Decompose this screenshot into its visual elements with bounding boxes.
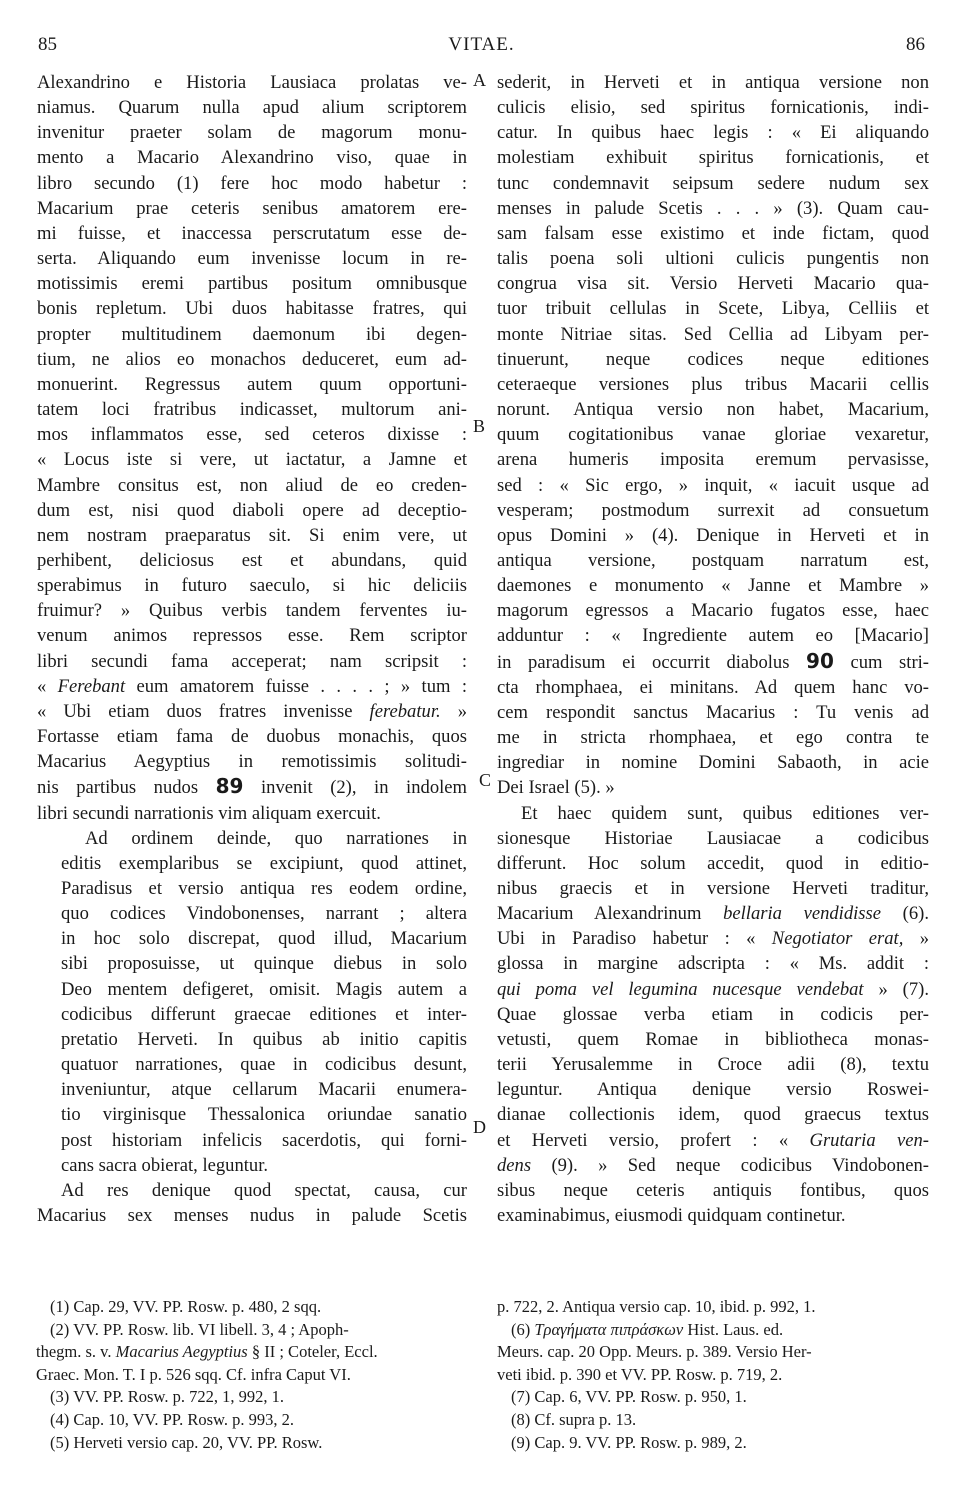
text-line: sed : « Sic ergo, » inquit, « iacuit usque ad <box>497 474 929 496</box>
text-line: qui poma vel legumina nucesque vendebat » (7). <box>497 978 929 1000</box>
text-line: mi fuisse, et inaccessa perscrutatum esse de- <box>37 222 467 244</box>
text-line: daemones e monumento « Janne et Mambre » <box>497 575 929 597</box>
text-line: editis exemplaribus se excipiunt, quod attinet, <box>61 852 467 874</box>
text-line: sibus neque ceteris antiquis fontibus, quos <box>497 1179 929 1201</box>
text-line: « Locus iste si vere, ut iactatur, a Jamne et <box>37 449 467 471</box>
text-line: menses in palude Scetis . . . » (3). Quam cau- <box>497 197 929 219</box>
text-line: antiqua versione, postquam narratum est, <box>497 549 929 571</box>
text-line: quo codices Vindobonenses, narrant ; altera <box>61 903 467 925</box>
text-line: monte Nitriae sitas. Sed Cellia ad Libyam per- <box>497 323 929 345</box>
italic-text: dens <box>497 1154 532 1176</box>
column-number: 90 <box>806 648 834 673</box>
text-line: bonis repletum. Ubi duos habitasse fratres, qui <box>37 298 467 320</box>
text-line: perhibent, deliciosus est et abundans, quid <box>37 549 467 571</box>
footnote: (6) Τραγήματα πιπράσκων Hist. Laus. ed. <box>511 1319 784 1339</box>
text-line: Alexandrino e Historia Lausiaca prolatas ve- <box>37 72 467 93</box>
text-line: tatem loci fratribus indicasset, multorum ani- <box>37 399 467 421</box>
text-line: molestiam exhibuit spiritus fornicationis, et <box>497 147 929 169</box>
text-line: libro secundo (1) fere hoc modo habetur : <box>37 172 467 194</box>
text-line: et Herveti versio, profert : « Grutaria ven- <box>497 1129 929 1151</box>
margin-marker-a: A <box>473 70 486 90</box>
footnotes-left <box>36 1296 466 1454</box>
footnote: (7) Cap. 6, VV. PP. Rosw. p. 950, 1. <box>511 1387 747 1407</box>
italic-text: Macarius Aegyptius <box>115 1342 248 1362</box>
text-line: vetusti, quem Romae in bibliotheca monas- <box>497 1028 929 1050</box>
text-line: Et haec quidem sunt, quibus editiones ver- <box>521 802 929 824</box>
running-title: VITAE. <box>448 34 515 55</box>
italic-text: ferebatur. <box>369 700 441 722</box>
text-line: catur. In quibus haec legis : « Ei aliquando <box>497 122 929 144</box>
text-line: Deo mentem defigeret, omisit. Magis autem a <box>61 978 467 1000</box>
text-line: sionesque Historiae Lausiacae a codicibus <box>497 827 929 849</box>
text-line: me in stricta rhomphaea, et ego contra te <box>497 727 929 749</box>
text-line: quum cogitationibus vanae gloriae vexaretur, <box>497 424 929 446</box>
text-line: nibus graecis et in versione Herveti traditur, <box>497 878 929 899</box>
text-line: Fortasse etiam fama de duobus monachis, quos <box>37 726 467 748</box>
text-line: libri secundi narrationis vim aliquam exercuit. <box>37 802 381 824</box>
text-line: tunc condemnavit seipsum sedere nudum sex <box>497 172 929 194</box>
text-line: dens (9). » Sed neque codicibus Vindobonen- <box>497 1154 929 1176</box>
text-line: tium, ne alios eo monachos deduceret, eum ad- <box>37 348 467 370</box>
text-line: cem respondit sanctus Macarius : Tu venis ad <box>497 701 929 723</box>
text-line: differunt. Hoc solum accedit, quod in editio- <box>497 852 929 874</box>
footnote: (1) Cap. 29, VV. PP. Rosw. p. 480, 2 sqq. <box>50 1297 322 1316</box>
text-line: tio virginisque Thessalonica oriundae sanatio <box>61 1104 467 1126</box>
text-line: propter multitudinem daemonum ibi degen- <box>37 323 467 345</box>
margin-marker-b: B <box>473 416 486 436</box>
text-line: arena humeris imposita eremum pervasisse, <box>497 449 929 471</box>
text-line: cta rhomphaea, ei minitans. Ad quem hanc vo- <box>497 676 929 698</box>
italic-text: bellaria vendidisse <box>723 903 882 925</box>
text-line: Paradisus et versio antiqua res eodem ordine, <box>61 878 467 899</box>
text-line: vesperam; postmodum surrexit ad consuetum <box>497 499 929 521</box>
text-line: libri secundi fama acceperat; nam scripsit : <box>37 650 467 672</box>
margin-marker-c: C <box>479 770 492 790</box>
footnote-continuation: veti ibid. p. 390 et VV. PP. Rosw. p. 719, 2. <box>497 1364 783 1384</box>
text-line: glossa in margine adscripta : « Ms. addit : <box>497 953 929 975</box>
text-line: inveniuntur, atque cellarum Macarii enumera- <box>61 1079 467 1101</box>
text-line: adduntur : « Ingrediente autem eo [Macario] <box>497 625 929 647</box>
text-line: sederit, in Herveti et in antiqua versione non <box>497 72 929 93</box>
text-line: tinuerunt, neque codices neque editiones <box>497 348 929 370</box>
text-line: Macarium Alexandrinum bellaria vendidisse (6). <box>497 903 929 925</box>
italic-text: qui poma vel legumina nucesque vendebat <box>497 978 864 1000</box>
text-line: culicis elisio, sed spiritus fornicationis, indi- <box>497 97 929 119</box>
text-line: examinabimus, eiusmodi quidquam continetur. <box>497 1205 846 1227</box>
text-line: « Ferebant eum amatorem fuisse . . . . ; » tum : <box>37 675 468 697</box>
column-number: 89 <box>215 774 244 799</box>
text-line: talis poena soli ultioni culicis pungentis non <box>497 248 929 270</box>
italic-text: Grutaria ven- <box>809 1129 929 1151</box>
text-line: serta. Aliquando eum invenisse locum in re- <box>37 248 467 270</box>
margin-marker-d: D <box>473 1117 486 1137</box>
paragraph <box>37 1178 467 1228</box>
footnote: (4) Cap. 10, VV. PP. Rosw. p. 993, 2. <box>50 1409 295 1429</box>
italic-text: Negotiator erat, <box>771 928 904 950</box>
text-line: terii Yerusalemme in Croce adii (8), textu <box>497 1054 929 1076</box>
footnote: (3) VV. PP. Rosw. p. 722, 1, 992, 1. <box>50 1387 284 1407</box>
text-line: dianae collectionis idem, quod graecus textus <box>497 1104 929 1126</box>
left-column <box>37 70 467 1228</box>
footnote: (9) Cap. 9. VV. PP. Rosw. p. 989, 2. <box>511 1432 747 1452</box>
page-header <box>34 34 929 58</box>
text-line: quatuor narrationes, quae in codicibus desunt, <box>61 1054 467 1076</box>
text-line: congrua visa sit. Versio Herveti Macario qua- <box>497 273 929 295</box>
footnote-continuation: Meurs. cap. 20 Opp. Meurs. p. 389. Versio Her- <box>497 1342 812 1362</box>
footnote-continuation: p. 722, 2. Antiqua versio cap. 10, ibid. p. 992, 1. <box>497 1297 816 1316</box>
text-line: Macarium prae ceteris senibus amatorem ere- <box>37 197 467 219</box>
right-column <box>497 70 929 1228</box>
text-line: Ad res denique quod spectat, causa, cur <box>61 1179 467 1201</box>
footnote-continuation: Graec. Mon. T. I p. 526 sqq. Cf. infra Caput VI. <box>36 1364 351 1384</box>
text-line: Macarius Aegyptius in remotissimis solitudi- <box>37 751 467 773</box>
text-line: ceteraeque versiones plus tribus Macarii cellis <box>497 373 929 395</box>
paragraph <box>497 70 929 801</box>
footnote: (8) Cf. supra p. 13. <box>511 1409 637 1429</box>
text-line: codicibus differunt graecae editiones et inter- <box>61 1003 467 1025</box>
text-line: Ad ordinem deinde, quo narrationes in <box>85 827 467 849</box>
italic-text: Ferebant <box>57 675 126 697</box>
text-line: mento a Macario Alexandrino viso, quae in <box>37 147 467 169</box>
greek-text: Τραγήματα πιπράσκων <box>534 1319 684 1339</box>
text-line: motissimis eremi partibus positum omnibusque <box>37 273 467 295</box>
text-line: sibi proposuisse, ut quinque diebus in solo <box>61 953 467 975</box>
page-number-right: 86 <box>906 34 925 55</box>
text-line: tuor tribuit cellulas in Scete, Libya, Celliis et <box>497 298 929 320</box>
text-line: invenitur praeter solam de magorum monu- <box>37 122 467 144</box>
footnote: (2) VV. PP. Rosw. lib. VI libell. 3, 4 ; Apoph- <box>50 1319 349 1339</box>
text-line: sperabimus in futuro saeculo, si hic deliciis <box>37 575 467 597</box>
text-line: in hoc solo discrepat, quod illud, Macarium <box>61 928 467 950</box>
text-line: niamus. Quarum nulla apud alium scriptorem <box>37 97 467 119</box>
text-line: nis partibus nudos 89 invenit (2), in indolem <box>37 774 467 799</box>
text-line: opus Domini » (4). Denique in Herveti et in <box>497 524 929 546</box>
text-line: Macarius sex menses nudus in palude Scetis <box>37 1205 467 1227</box>
paragraph <box>497 801 929 1229</box>
text-line: cans sacra obierat, leguntur. <box>61 1154 269 1176</box>
footnote: (5) Herveti versio cap. 20, VV. PP. Rosw. <box>50 1432 323 1452</box>
text-line: nem nostram praeparatus sit. Si enim vere, ut <box>37 524 467 546</box>
text-line: Quae glossae verba etiam in codicis per- <box>497 1003 929 1025</box>
text-line: post historiam infelicis sacerdotis, qui forni- <box>61 1129 467 1151</box>
text-line: in paradisum ei occurrit diabolus 90 cum stri- <box>497 648 929 673</box>
text-line: leguntur. Antiqua denique versio Roswei- <box>497 1079 929 1101</box>
text-line: « Ubi etiam duos fratres invenisse ferebatur. » <box>37 700 467 722</box>
text-line: norunt. Antiqua versio non habet, Macarium, <box>497 399 929 421</box>
text-line: venum animos repressos esse. Rem scriptor <box>37 625 467 647</box>
text-line: Mambre consitus est, non aliud de eo creden- <box>37 474 467 496</box>
text-line: mos inflammatos esse, sed ceteros dixisse : <box>37 424 467 446</box>
footnote-continuation: thegm. s. v. Macarius Aegyptius § II ; Coteler, Eccl. <box>36 1342 378 1362</box>
text-line: dum est, nisi quod diaboli opere ad deceptio- <box>37 499 467 521</box>
page-number-left: 85 <box>38 34 57 55</box>
text-line: Dei Israel (5). » <box>497 777 615 799</box>
text-line: monuerint. Regressus autem quum opportuni- <box>37 373 467 395</box>
text-line: magorum egressos a Macario fugatos esse, haec <box>497 600 929 622</box>
text-line: fruimur? » Quibus verbis tandem ferventes iu- <box>37 600 467 622</box>
footnotes-right <box>497 1296 929 1454</box>
text-line: sam falsam esse existimo et inde fictam, quod <box>497 222 929 244</box>
paragraph <box>37 70 467 826</box>
text-line: Ubi in Paradiso habetur : « Negotiator erat, » <box>497 928 930 950</box>
text-line: ingrediar in nomine Domini Sabaoth, in acie <box>497 752 929 774</box>
text-line: pretatio Herveti. In quibus ab initio capitis <box>61 1028 467 1050</box>
paragraph <box>37 826 467 1178</box>
